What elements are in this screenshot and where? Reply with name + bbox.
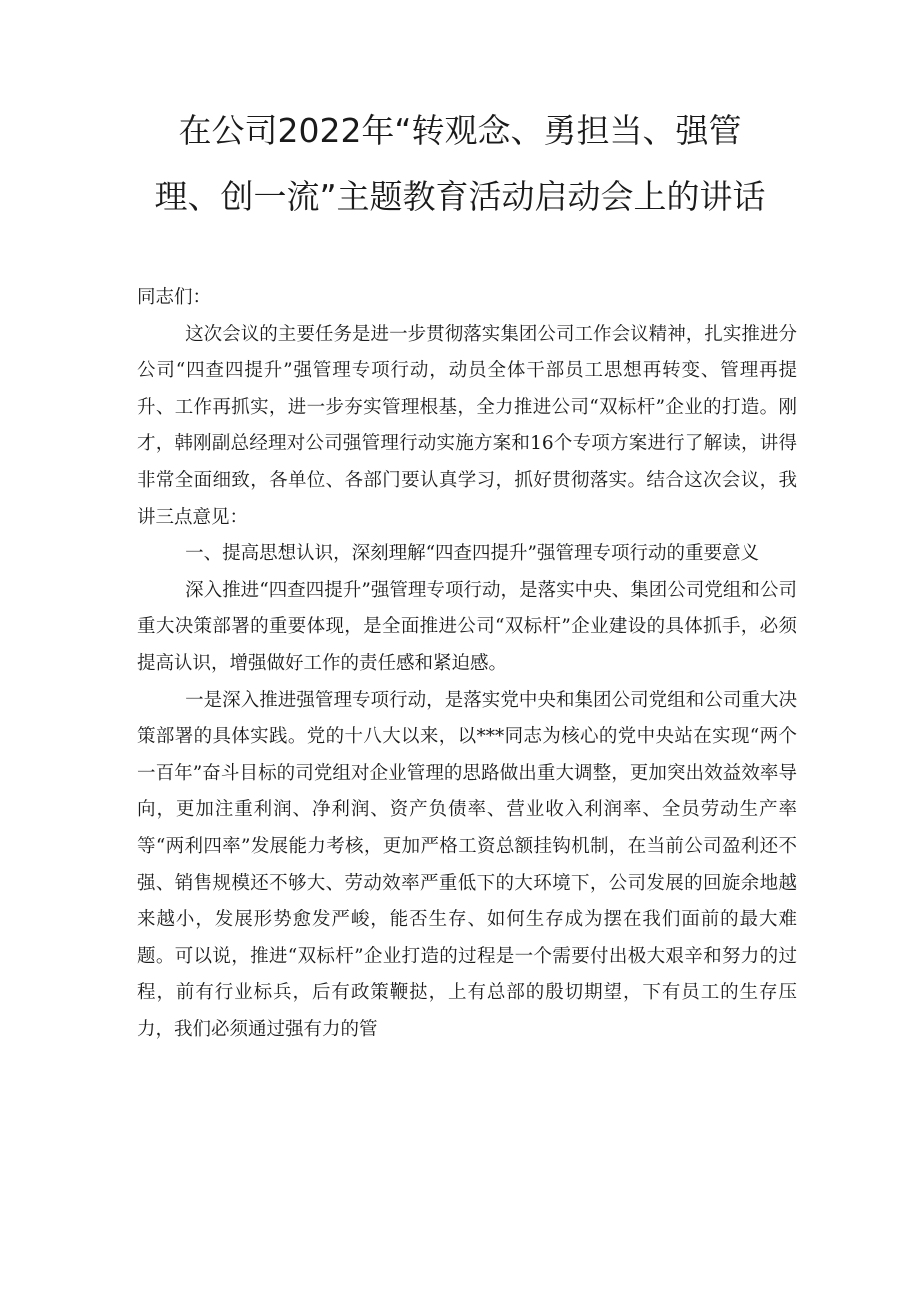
title-line-1: 在公司2022年“转观念、勇担当、强管: [178, 111, 742, 150]
title-line-2: 理、创一流”主题教育活动启动会上的讲话: [154, 177, 766, 216]
paragraph-section-1-summary: 深入推进“四查四提升”强管理专项行动，是落实中央、集团公司党组和公司重大决策部署的重要体现，是全面推进公司“双标杆”企业建设的具体抓手，必须提高认识，增强做好工作的责任感和紧迫感。: [137, 579, 797, 674]
paragraph-intro: 这次会议的主要任务是进一步贯彻落实集团公司工作会议精神，扎实推进分公司“四查四提升”强管理专项行动，动员全体干部员工思想再转变、管理再提升、工作再抓实，进一步夯实管理根基，全力推进公司“双标杆”企业的打造。刚才，韩刚副总经理对公司强管理行动实施方案和16个专项方案进行了解读，讲得非常全面细致，各单位、各部门要认真学习，抓好贯彻落实。结合这次会议，我讲三点意见：: [137, 323, 797, 528]
section-heading-1: 一、提高思想认识，深刻理解“四查四提升”强管理专项行动的重要意义: [185, 543, 760, 565]
paragraph-point-1: 一是深入推进强管理专项行动，是落实党中央和集团公司党组和公司重大决策部署的具体实践。党的十八大以来，以***同志为核心的党中央站在实现“两个一百年”奋斗目标的司党组对企业管理的思路做出重大调整，更加突出效益效率导向，更加注重利润、净利润、资产负债率、营业收入利润率、全员劳动生产率等“两利四率”发展能力考核，更加严格工资总额挂钩机制，在当前公司盈利还不强、销售规模还不够大、劳动效率严重低下的大环境下，公司发展的回旋余地越来越小，发展形势愈发严峻，能否生存、如何生存成为摆在我们面前的最大难题。可以说，推进“双标杆”企业打造的过程是一个需要付出极大艰辛和努力的过程，前有行业标兵，后有政策鞭挞，上有总部的殷切期望，下有员工的生存压力，我们必须通过强有力的管: [137, 689, 797, 1040]
document-body: [137, 280, 797, 1048]
document-title: [120, 98, 800, 230]
salutation: 同志们：: [137, 287, 212, 308]
